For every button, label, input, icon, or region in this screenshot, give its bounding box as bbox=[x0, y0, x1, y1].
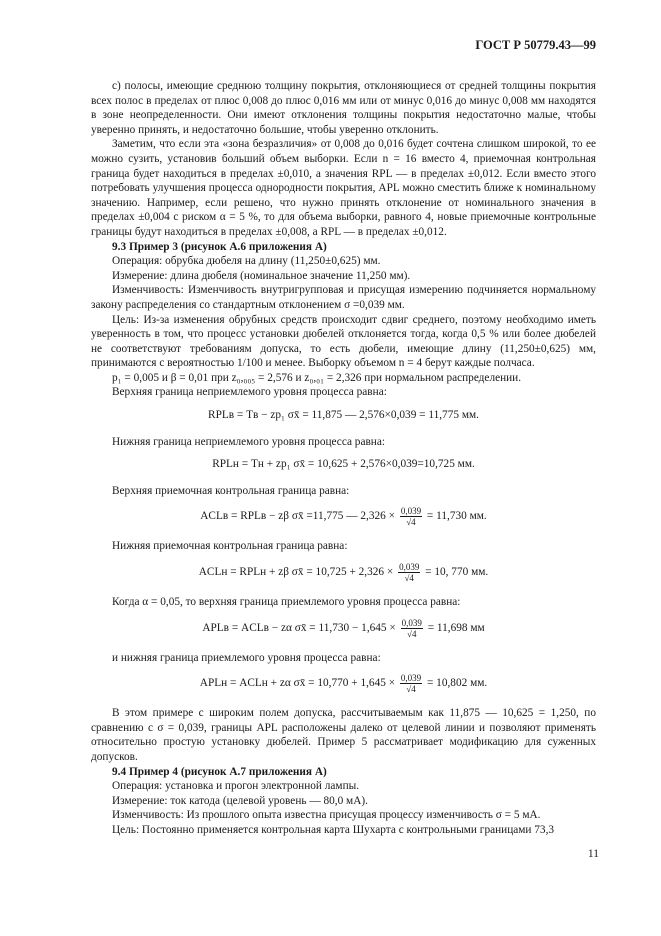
rpl-lower-label: Нижняя граница неприемлемого уровня процесса равна: bbox=[112, 435, 386, 448]
fraction-numerator: 0,039 bbox=[399, 562, 420, 573]
apl-lower-formula bbox=[91, 673, 596, 694]
paragraph-c-bands: c) полосы, имеющие среднюю толщину покрытия, отклоняющиеся от средней толщины покрытия всех полос в пределах от плюс 0,008 до плюс 0,016 мм или от минус 0,016 до минус 0,008 мм находятся в зоне неопределенности. Они имеют отклонения толщины покрытия недостаточно малые, чтобы уверенно принять, и недостаточно большие, чтобы уверенно отклонить. bbox=[91, 80, 596, 136]
apl-upper-left: APLв = ACLв − zα σx̄ = 11,730 − 1,645 × bbox=[202, 621, 396, 634]
goal-4: Цель: Постоянно применяется контрольная карта Шухарта с контрольными границами 73,3 bbox=[112, 823, 555, 836]
sigma-fraction bbox=[398, 562, 420, 583]
body-text bbox=[91, 79, 596, 838]
apl-lower-label: и нижняя граница приемлемого уровня процесса равна: bbox=[112, 651, 381, 664]
fraction-denominator: √4 bbox=[406, 517, 416, 528]
acl-lower-formula bbox=[91, 562, 596, 583]
operation-4: Операция: установка и прогон электронной лампы. bbox=[112, 780, 360, 793]
variability-3: Изменчивость: Изменчивость внутригрупповая и присущая измерению подчиняется нормальному закону распределения со стандартным отклонением σ =0,039 мм. bbox=[91, 284, 596, 311]
section-heading-9-3: 9.3 Пример 3 (рисунок А.6 приложения А) bbox=[112, 240, 327, 253]
acl-upper-label: Верхняя приемочная контрольная граница равна: bbox=[112, 484, 350, 497]
section-heading-9-4: 9.4 Пример 4 (рисунок А.7 приложения А) bbox=[112, 765, 327, 778]
probabilities: p₁ = 0,005 и β = 0,01 при z₀,₀₀₅ = 2,576 и z₀,₀₁ = 2,326 при нормальном распределении. bbox=[112, 371, 522, 384]
measurement-4: Измерение: ток катода (целевой уровень — 80,0 мА). bbox=[112, 794, 368, 807]
sigma-fraction bbox=[400, 673, 422, 694]
fraction-numerator: 0,039 bbox=[400, 673, 422, 684]
goal-3: Цель: Из-за изменения обрубных средств происходит сдвиг среднего, поэтому необходимо иметь уверенность в том, что процесс установки дюбелей отклоняется тогда, когда 0,5 % или более дюбелей не соответствуют требованиям допуска, то есть дюбели, имеющие длину (11,250±0,625) мм, принимаются с вероятностью 1/100 и менее. Выборку объемом n = 4 берут каждые полчаса. bbox=[91, 313, 596, 370]
apl-lower-left: APLн = ACLн + zα σx̄ = 10,770 + 1,645 × bbox=[199, 677, 396, 690]
fraction-denominator: √4 bbox=[406, 684, 416, 695]
measurement-3: Измерение: длина дюбеля (номинальное значение 11,250 мм). bbox=[112, 269, 411, 282]
acl-lower-label: Нижняя приемочная контрольная граница равна: bbox=[112, 540, 348, 553]
document-header: ГОСТ Р 50779.43—99 bbox=[475, 38, 596, 52]
page-number: 11 bbox=[587, 848, 599, 860]
rpl-upper-formula: RPLв = Tв − zp₁ σx̄ = 11,875 — 2,576×0,039 = 11,775 мм. bbox=[208, 409, 479, 422]
paragraph-indifference-zone: Заметим, что если эта «зона безразличия» от 0,008 до 0,016 будет сочтена слишком широкой, то ее можно сузить, установив больший объем выборки. Если n = 16 вместо 4, приемочная контрольная граница будет находиться в пределах ±0,010, а значения RPL — в пределах ±0,012. Если вместо этого потребовать улучшения процесса однородности покрытия, APL можно сместить ближе к номинальному значению. Например, если решено, что нужно принять отклонение от номинального значения в пределах ±0,004 с риском α = 5 %, то для объема выборки, равного 4, новые приемочные контрольные границы будут находиться в пределах ±0,008, а RPL — в пределах ±0,012. bbox=[91, 138, 596, 238]
acl-lower-left: ACLн = RPLн + zβ σx̄ = 10,725 + 2,326 × bbox=[198, 566, 394, 579]
acl-upper-result: = 11,730 мм. bbox=[426, 510, 487, 523]
rpl-lower-formula: RPLн = Tн + zp₁ σx̄ = 10,625 + 2,576×0,039=10,725 мм. bbox=[212, 458, 475, 471]
apl-lower-result: = 10,802 мм. bbox=[426, 677, 488, 690]
fraction-numerator: 0,039 bbox=[400, 506, 422, 517]
acl-upper-formula bbox=[91, 506, 596, 527]
sigma-fraction bbox=[400, 506, 422, 527]
apl-upper-label: Когда α = 0,05, то верхняя граница приемлемого уровня процесса равна: bbox=[112, 596, 461, 609]
sigma-fraction bbox=[401, 618, 423, 639]
acl-lower-result: = 10, 770 мм. bbox=[425, 566, 489, 579]
fraction-denominator: √4 bbox=[404, 573, 414, 584]
rpl-upper-label: Верхняя граница неприемлемого уровня процесса равна: bbox=[112, 386, 387, 399]
fraction-numerator: 0,039 bbox=[401, 617, 422, 628]
acl-upper-left: ACLв = RPLв − zβ σx̄ =11,775 — 2,326 × bbox=[200, 510, 396, 523]
operation-3: Операция: обрубка дюбеля на длину (11,250±0,625) мм. bbox=[112, 255, 381, 268]
summary-paragraph: В этом примере с широким полем допуска, рассчитываемым как 11,875 — 10,625 = 1,250, по сравнению с σ = 0,039, границы APL расположены далеко от целевой линии и позволяют применять относительно простую установку дюбелей. Пример 5 рассматривает модификацию для суженных допусков. bbox=[91, 707, 596, 763]
apl-upper-result: = 11,698 мм bbox=[427, 621, 485, 634]
variability-4: Изменчивость: Из прошлого опыта известна присущая процессу изменчивость σ = 5 мА. bbox=[112, 809, 541, 822]
fraction-denominator: √4 bbox=[407, 628, 417, 639]
apl-upper-formula bbox=[91, 618, 596, 639]
